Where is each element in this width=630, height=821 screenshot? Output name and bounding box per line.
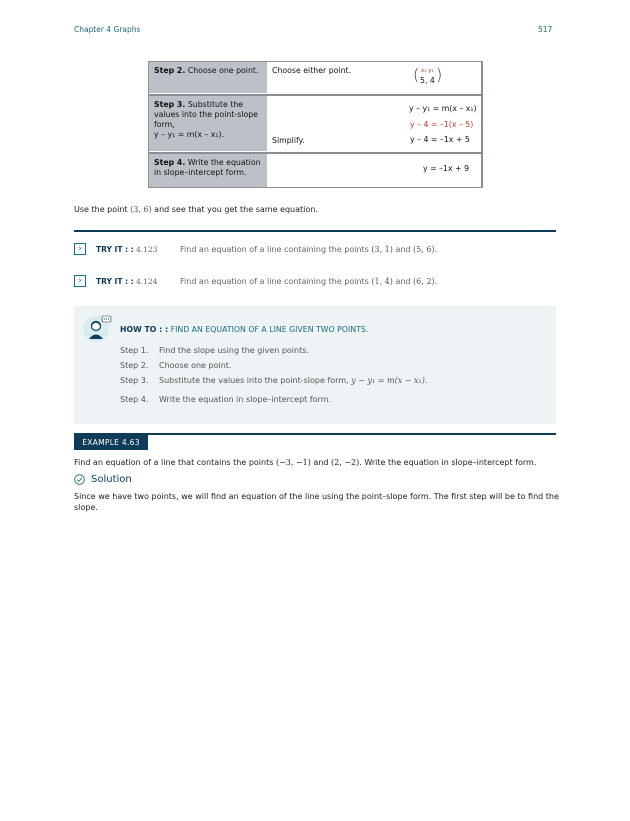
final-equation: y = –1x + 9	[423, 164, 470, 173]
right-paren: )	[436, 65, 443, 84]
expand-chevron-icon[interactable]: ›	[74, 275, 86, 287]
table-border-top	[149, 61, 482, 62]
try-it-divider	[74, 230, 556, 232]
howto-step-number: Step 2.	[120, 361, 149, 370]
try-it-label: TRY IT : :	[96, 277, 134, 286]
table-row-step3-label: Step 3. Substitute the values into the point-slope form, y – y₁ = m(x – x₁).	[149, 96, 267, 151]
howto-step-text: Choose one point.	[159, 361, 232, 370]
solution-title: Solution	[91, 474, 132, 485]
expand-chevron-icon[interactable]: ›	[74, 243, 86, 255]
solution-text: Since we have two points, we will find an equation of the line using the point–slope form. The first step will be to find the slope.	[74, 492, 559, 512]
table-row-step2-action: Choose either point.	[267, 62, 405, 93]
simplified-equation: y – 4 = –1x + 5	[410, 135, 470, 144]
table-border-bottom	[149, 187, 482, 188]
try-it-number: 4.124	[136, 277, 158, 286]
howto-title: HOW TO : : FIND AN EQUATION OF A LINE GIVEN TWO POINTS.	[120, 325, 369, 334]
use-point-paragraph: Use the point (3, 6) and see that you get the same equation.	[74, 205, 318, 214]
table-row-step3-action: Simplify.	[267, 96, 405, 151]
point-slope-formula: y − y₁ = m(x − x₁)	[351, 376, 425, 385]
table-border-right	[481, 61, 483, 188]
table-row-step2-math	[405, 62, 481, 93]
example-tab: EXAMPLE 4.63	[74, 435, 148, 450]
howto-step-number: Step 3.	[120, 376, 149, 385]
point-slope-formula: y – y₁ = m(x – x₁)	[409, 104, 477, 113]
howto-box	[74, 306, 556, 424]
table-row-step3-math	[405, 96, 481, 151]
example-question: Find an equation of a line that contains the points (−3, −1) and (2, −2). Write the equation in slope–intercept form.	[74, 458, 537, 467]
table-row-step4-action	[267, 154, 405, 187]
chapter-header: Chapter 4 Graphs	[74, 25, 141, 34]
try-it-label: TRY IT : :	[96, 245, 134, 254]
table-row-step4-math	[405, 154, 481, 187]
table-row-step4-label: Step 4. Write the equation in slope–intercept form.	[149, 154, 267, 187]
page-number: 517	[538, 25, 553, 34]
teacher-avatar-icon	[82, 314, 112, 344]
try-it-question: Find an equation of a line containing the points (3, 1) and (5, 6).	[180, 245, 438, 254]
howto-step-number: Step 4.	[120, 395, 149, 404]
howto-step-number: Step 1.	[120, 346, 149, 355]
x1-y1-labels: x₁ y₁	[421, 68, 434, 74]
try-it-question: Find an equation of a line containing the points (1, 4) and (6, 2).	[180, 277, 438, 286]
table-row-step2-label: Step 2. Choose one point.	[149, 62, 267, 93]
howto-step-text: Write the equation in slope–intercept form.	[159, 395, 332, 404]
table-border-left	[148, 61, 149, 188]
math-point: (3, 6)	[130, 205, 152, 214]
table-divider-2	[149, 152, 482, 154]
check-circle-icon	[74, 474, 85, 485]
left-paren: (	[413, 65, 420, 84]
howto-step-text: Substitute the values into the point-slope form, y − y₁ = m(x − x₁).	[159, 376, 428, 385]
howto-step-text: Find the slope using the given points.	[159, 346, 309, 355]
substituted-equation: y – 4 = –1(x – 5)	[410, 120, 474, 129]
chosen-point: 5, 4	[420, 76, 435, 85]
table-divider-1	[149, 94, 482, 96]
try-it-number: 4.123	[136, 245, 158, 254]
